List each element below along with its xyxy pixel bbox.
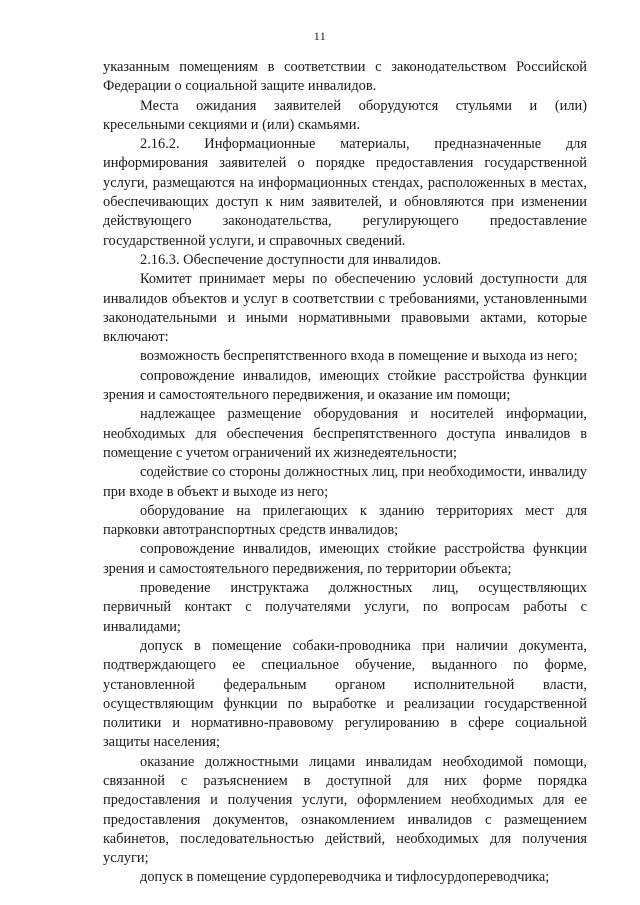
list-item-guide-dog: допуск в помещение собаки-проводника при наличии документа, подтверждающего ее специальное обучение, выданного по форме, установленной федеральным органом исполнительной власти, осуществляющим функции по выработке и реализации государственной политики и нормативно-правовому регулированию в сфере социальной защиты населения; — [103, 637, 587, 751]
paragraph-2-16-3-heading: 2.16.3. Обеспечение доступности для инвалидов. — [140, 251, 442, 268]
document-body — [103, 58, 587, 888]
list-item-staff-briefing: проведение инструктажа должностных лиц, осуществляющих первичный контакт с получателями услуги, по вопросам работы с инвалидами; — [103, 580, 587, 635]
paragraph-committee-measures: Комитет принимает меры по обеспечению условий доступности для инвалидов объектов и услуг в соответствии с требованиями, установленными законодательными и иными нормативными правовыми актами, которые включают: — [103, 271, 587, 346]
paragraph-waiting-areas: Места ожидания заявителей оборудуются стульями и (или) кресельными секциями и (или) скамьями. — [103, 97, 587, 133]
paragraph-2-16-2: 2.16.2. Информационные материалы, предназначенные для информирования заявителей о порядке предоставления государственной услуги, размещаются на информационных стендах, расположенных в местах, обеспечивающих доступ к ним заявителей, и обновляются при изменении действующего законодательства, регулирующего предоставление государственной услуги, и справочных сведений. — [103, 136, 587, 249]
list-item-escort-assistance: сопровождение инвалидов, имеющих стойкие расстройства функции зрения и самостоятельного передвижения, и оказание им помощи; — [103, 367, 587, 404]
list-item-official-assistance: содействие со стороны должностных лиц, при необходимости, инвалиду при входе в объект и выходе из него; — [103, 464, 587, 500]
list-item-interpreters: допуск в помещение сурдопереводчика и тифлосурдопереводчика; — [140, 869, 550, 886]
list-item-equipment-placement: надлежащее размещение оборудования и носителей информации, необходимых для обеспечения беспрепятственного доступа инвалидов в помещение с учетом ограничений их жизнедеятельности; — [103, 406, 587, 461]
page-number: 11 — [313, 29, 327, 43]
paragraph-continuation: указанным помещениям в соответствии с законодательством Российской Федерации о социальной защите инвалидов. — [103, 59, 587, 95]
list-item-entry-exit: возможность беспрепятственного входа в помещение и выхода из него; — [140, 348, 578, 365]
list-item-escort-territory: сопровождение инвалидов, имеющих стойкие расстройства функции зрения и самостоятельного передвижения, по территории объекта; — [103, 541, 587, 577]
list-item-parking: оборудование на прилегающих к зданию территориях мест для парковки автотранспортных средств инвалидов; — [103, 502, 587, 539]
list-item-necessary-help: оказание должностными лицами инвалидам необходимой помощи, связанной с разъяснением в доступной для них форме порядка предоставления и получения услуги, оформлением необходимых для ее предоставления документов, ознакомлением инвалидов с размещением кабинетов, последовательностью действий, необходимых для получения услуги; — [103, 753, 587, 867]
